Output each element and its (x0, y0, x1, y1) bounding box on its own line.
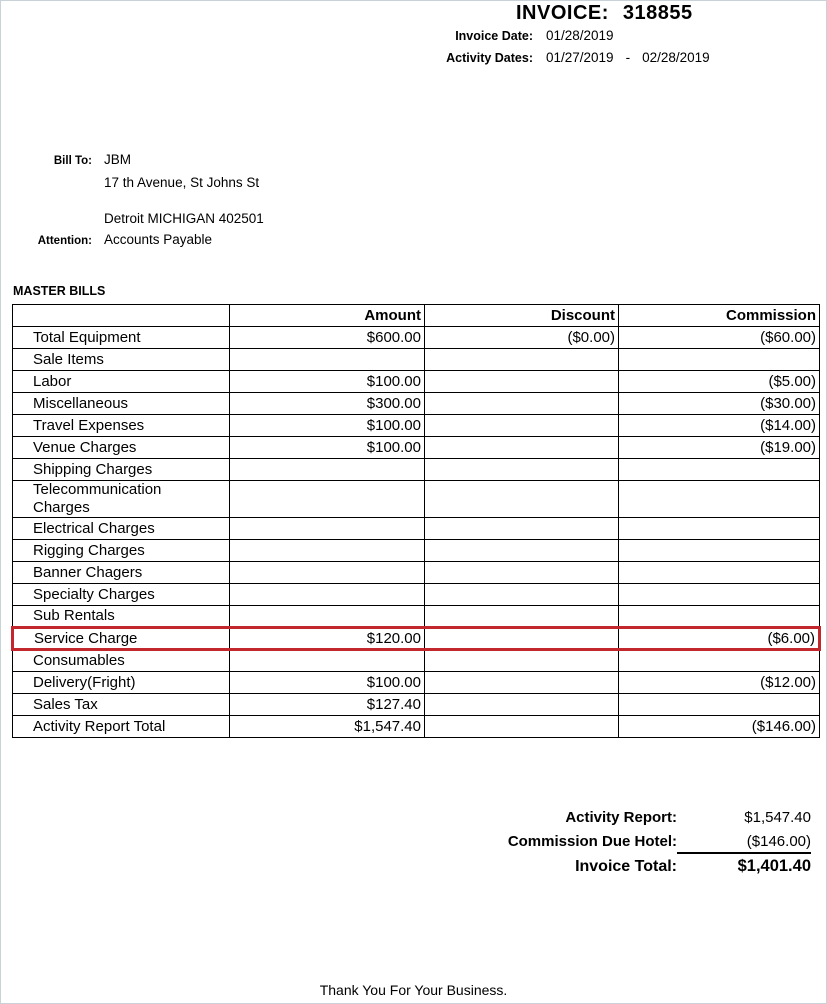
row-discount (425, 716, 619, 738)
row-amount (230, 606, 425, 628)
row-amount (230, 459, 425, 481)
table-row (13, 327, 820, 349)
row-label: Activity Report Total (13, 716, 230, 738)
row-commission (619, 459, 820, 481)
table-row (13, 694, 820, 716)
invoice-number: 318855 (622, 2, 693, 24)
bill-to-label: Bill To: (53, 155, 92, 167)
row-label: Consumables (13, 650, 230, 672)
invoice-title-label: INVOICE: (516, 2, 609, 24)
bill-to-address-row (1, 172, 264, 193)
row-label: Service Charge (13, 628, 230, 650)
row-label: Electrical Charges (13, 518, 230, 540)
activity-end-date: 02/28/2019 (642, 50, 710, 65)
row-commission: ($14.00) (619, 415, 820, 437)
row-discount (425, 584, 619, 606)
table-row (13, 650, 820, 672)
table-row (13, 371, 820, 393)
invoice-date-value: 01/28/2019 (546, 28, 614, 43)
row-amount (230, 481, 425, 518)
row-amount (230, 650, 425, 672)
row-amount: $127.40 (230, 694, 425, 716)
row-commission: ($6.00) (619, 628, 820, 650)
column-header-commission: Commission (619, 305, 820, 327)
table-row (13, 540, 820, 562)
master-bills-table (11, 304, 821, 738)
row-commission (619, 584, 820, 606)
row-label: Travel Expenses (13, 415, 230, 437)
row-discount (425, 371, 619, 393)
row-commission (619, 518, 820, 540)
table-row (13, 584, 820, 606)
invoice-total-label: Invoice Total: (575, 858, 677, 875)
row-label: Shipping Charges (13, 459, 230, 481)
row-label: Miscellaneous (13, 393, 230, 415)
row-label: Venue Charges (13, 437, 230, 459)
footer-message: Thank You For Your Business. (319, 982, 508, 998)
row-label: Labor (13, 371, 230, 393)
row-commission (619, 650, 820, 672)
row-commission (619, 606, 820, 628)
attention-label: Attention: (37, 235, 92, 247)
row-discount (425, 628, 619, 650)
row-amount: $120.00 (230, 628, 425, 650)
column-header-discount: Discount (425, 305, 619, 327)
row-discount (425, 393, 619, 415)
row-commission (619, 562, 820, 584)
row-amount: $100.00 (230, 437, 425, 459)
row-label: Delivery(Fright) (13, 672, 230, 694)
invoice-date-label: Invoice Date: (455, 29, 533, 43)
row-amount: $600.00 (230, 327, 425, 349)
table-header-row (13, 305, 820, 327)
activity-report-label: Activity Report: (565, 809, 677, 826)
invoice-date-row (1, 28, 826, 43)
activity-dates-row (1, 50, 826, 65)
row-discount (425, 349, 619, 371)
table-row (13, 606, 820, 628)
activity-report-value: $1,547.40 (744, 809, 811, 826)
row-discount (425, 415, 619, 437)
row-amount (230, 584, 425, 606)
row-label: Rigging Charges (13, 540, 230, 562)
row-label: Telecommunication Charges (13, 481, 230, 518)
row-commission (619, 694, 820, 716)
table-row (13, 518, 820, 540)
bill-to-name: JBM (104, 152, 131, 167)
row-discount (425, 481, 619, 518)
activity-dates-label: Activity Dates: (446, 51, 533, 65)
row-amount (230, 540, 425, 562)
master-bills-title: MASTER BILLS (13, 284, 106, 298)
row-discount (425, 518, 619, 540)
table-row (13, 393, 820, 415)
row-label: Total Equipment (13, 327, 230, 349)
column-header-amount: Amount (230, 305, 425, 327)
row-amount: $100.00 (230, 371, 425, 393)
bill-to-address-line2: Detroit MICHIGAN 402501 (104, 211, 264, 226)
attention-row (1, 229, 264, 252)
commission-due-row (427, 833, 811, 857)
row-commission: ($19.00) (619, 437, 820, 459)
table-row-highlighted (13, 628, 820, 650)
row-label: Sales Tax (13, 694, 230, 716)
row-label: Banner Chagers (13, 562, 230, 584)
table-row-total (13, 716, 820, 738)
invoice-title (516, 2, 693, 25)
date-range-separator: - (625, 50, 631, 65)
row-amount: $300.00 (230, 393, 425, 415)
commission-due-label: Commission Due Hotel: (507, 833, 677, 850)
row-amount (230, 562, 425, 584)
row-discount (425, 672, 619, 694)
bill-to-city-row (1, 208, 264, 229)
table-row (13, 415, 820, 437)
row-discount (425, 606, 619, 628)
row-label: Specialty Charges (13, 584, 230, 606)
row-label: Sub Rentals (13, 606, 230, 628)
table-row (13, 459, 820, 481)
row-discount (425, 459, 619, 481)
row-amount (230, 518, 425, 540)
row-commission (619, 540, 820, 562)
row-amount: $100.00 (230, 672, 425, 694)
activity-start-date: 01/27/2019 (546, 50, 614, 65)
table-row (13, 349, 820, 371)
bill-to-row (1, 149, 264, 172)
row-commission: ($5.00) (619, 371, 820, 393)
table-row (13, 562, 820, 584)
table-row (13, 437, 820, 459)
row-commission: ($12.00) (619, 672, 820, 694)
row-discount (425, 437, 619, 459)
row-commission: ($30.00) (619, 393, 820, 415)
bill-to-address-line1: 17 th Avenue, St Johns St (104, 175, 260, 190)
row-discount: ($0.00) (425, 327, 619, 349)
activity-dates-value (546, 50, 710, 65)
invoice-total-row (427, 857, 811, 881)
row-amount: $1,547.40 (230, 716, 425, 738)
commission-due-value: ($146.00) (677, 833, 811, 854)
row-label: Sale Items (13, 349, 230, 371)
summary-block (427, 809, 811, 881)
row-amount (230, 349, 425, 371)
row-commission: ($146.00) (619, 716, 820, 738)
row-discount (425, 650, 619, 672)
table-row (13, 672, 820, 694)
activity-report-row (427, 809, 811, 833)
invoice-total-value: $1,401.40 (737, 857, 811, 875)
bill-to-block (1, 149, 264, 252)
row-commission (619, 481, 820, 518)
row-commission: ($60.00) (619, 327, 820, 349)
row-amount: $100.00 (230, 415, 425, 437)
column-header-item (13, 305, 230, 327)
row-discount (425, 540, 619, 562)
row-commission (619, 349, 820, 371)
row-discount (425, 694, 619, 716)
attention-value: Accounts Payable (104, 232, 213, 247)
table-row (13, 481, 820, 518)
row-discount (425, 562, 619, 584)
